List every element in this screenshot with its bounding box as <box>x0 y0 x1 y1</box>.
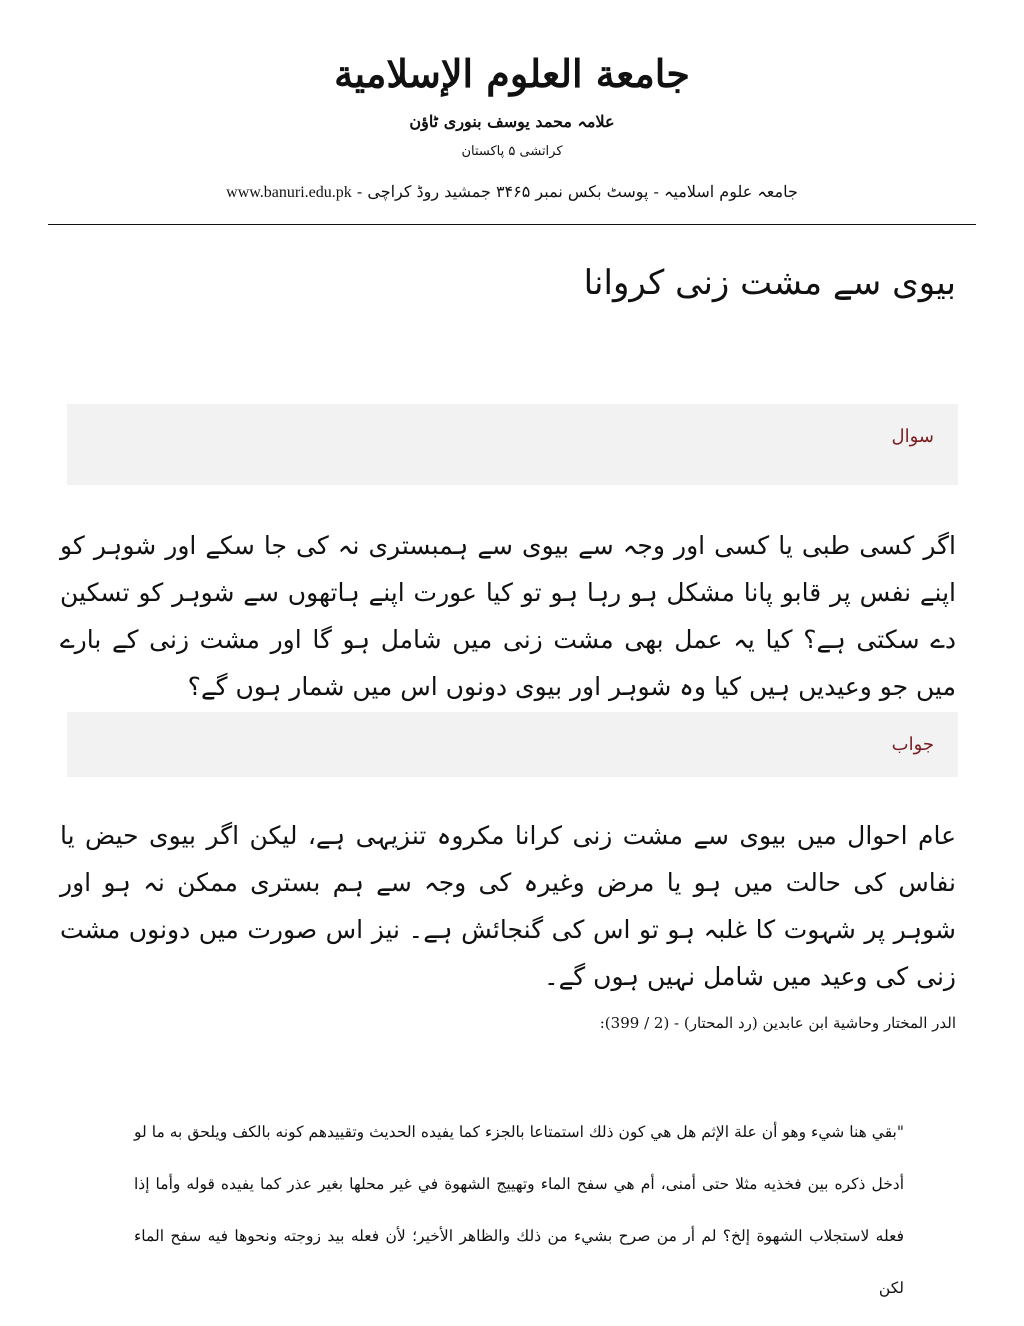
arabic-quote: "بقي هنا شيء وهو أن علة الإثم هل هي كون ذلك استمتاعا بالجزء كما يفيده الحديث وتقييدهم كونه بالكف ويلحق به ما لو أدخل ذكره بين فخذيه مثلا حتى أمنى، أم هي سفح الماء وتهييج الشهوة في غير محلها بغير عذر كما يفيده قوله وأما إذا فعله لاستجلاب الشهوة إلخ؟ لم أر من صرح بشيء من ذلك والظاهر الأخير؛ لأن فعله بيد زوجته ونحوها فيه سفح الماء لكن <box>134 1123 904 1297</box>
website-link[interactable]: www.banuri.edu.pk <box>226 184 352 201</box>
answer-text: عام احوال میں بیوی سے مشت زنی کرانا مکروہ تنزیہی ہے، لیکن اگر بیوی حیض یا نفاس کی حالت میں ہو یا مرض وغیرہ کی وجہ سے ہم بستری ممکن نہ ہو اور شوہر پر شہوت کا غلبہ ہو تو اس کی گنجائش ہے۔ نیز اس صورت میں دونوں مشت زنی کی وعید میں شامل نہیں ہوں گے۔ <box>60 821 956 991</box>
answer-label: جواب <box>891 734 934 755</box>
answer-header <box>67 712 958 777</box>
institution-address-line <box>0 182 1024 202</box>
header-divider <box>48 224 976 225</box>
postal-address: جامعہ علوم اسلامیہ - پوسٹ بکس نمبر ۳۴۶۵ جمشید روڈ کراچی - <box>356 182 798 201</box>
question-label: سوال <box>891 426 934 447</box>
institution-location: کراتشی ۵ پاکستان <box>461 144 563 159</box>
institution-logo: جامعة العلوم الإسلامية <box>334 51 690 96</box>
reference-citation: الدر المختار وحاشية ابن عابدين (رد المحتار) - (2 / 399): <box>599 1014 956 1032</box>
question-text: اگر کسی طبی یا کسی اور وجہ سے بیوی سے ہمبستری نہ کی جا سکے اور شوہر کو اپنے نفس پر قابو پانا مشکل ہو رہا ہو تو کیا عورت اپنے ہاتھوں سے شوہر کو تسکین دے سکتی ہے؟ کیا یہ عمل بھی مشت زنی میں شامل ہو گا اور مشت زنی کے بارے میں جو وعیدیں ہیں کیا وہ شوہر اور بیوی دونوں اس میں شمار ہوں گے؟ <box>60 531 956 701</box>
institution-subtitle: علامہ محمد یوسف بنوری ٹاؤن <box>409 112 615 131</box>
question-header <box>67 404 958 485</box>
page-title: بیوی سے مشت زنی کروانا <box>583 263 956 303</box>
